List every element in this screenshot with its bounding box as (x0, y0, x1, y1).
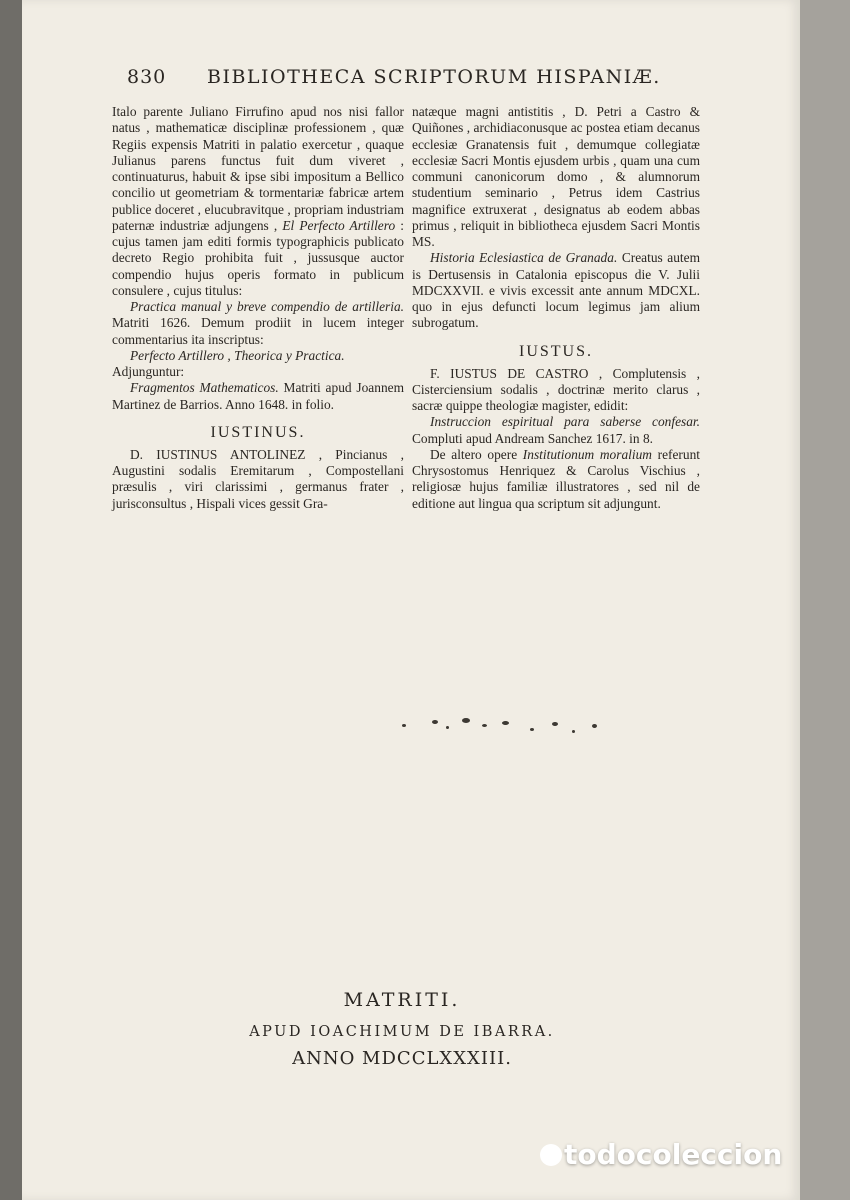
paragraph-historia (412, 250, 700, 331)
paragraph-instruccion (412, 414, 700, 447)
text-run: Compluti apud Andream Sanchez 1617. in 8. (412, 430, 653, 446)
paragraph-firrufino (112, 104, 404, 299)
work-title: Instruccion espiritual para saberse confesar. (430, 414, 700, 430)
book-page (22, 0, 800, 1200)
text-run: Adjunguntur: (112, 364, 185, 379)
text-run: Matriti 1626. Demum prodiit in lucem integer commentarius ita inscriptus: (112, 315, 404, 347)
work-title: El Perfecto Artillero (282, 217, 396, 233)
paragraph-antolinez: D. IUSTINUS ANTOLINEZ , Pincianus , Augustini sodalis Eremitarum , Compostellani præsulis , viri clarissimi , germanus frater , jurisconsultus , Hispali vices gessit Gra- (112, 446, 404, 511)
page-number: 830 (127, 66, 167, 88)
paragraph-granatae: natæque magni antistitis , D. Petri a Castro & Quiñones , archidiaconusque ac postea etiam decanus ecclesiæ Granatensis fuit , demumque collegiatæ ecclesiæ Sacri Montis ejusdem urbis , quam una cum communi canonicorum domo , & alumnorum studentium seminario , Petrus idem Castrius magnifice extruxerat , designatus ab eodem abbas primus , reliquit in bibliotheca ejusdem Sacri Montis MS. (412, 104, 700, 249)
ink-smudges (402, 712, 622, 742)
work-title: Practica manual y breve compendio de artilleria. (130, 299, 404, 314)
imprint-year: ANNO MDCCLXXXIII. (292, 1048, 512, 1069)
text-run: : cujus tamen jam editi formis typographicis publicato decreto Regio prohibita fuit , jussusque auctor compendio hujus operis formato in publicum consulere , cujus titulus: (112, 217, 404, 298)
watermark-icon (540, 1144, 562, 1166)
background-left (0, 0, 22, 1200)
text-run: De altero opere (430, 446, 523, 462)
paragraph-altero (412, 447, 700, 512)
text-run: referunt Chrysostomus Henriquez & Carolus Vischius , religiosæ hujus familiæ illustratores , sed nil de editione aut lingua qua scriptum sit adjungunt. (412, 446, 700, 511)
running-title: BIBLIOTHECA SCRIPTORUM HISPANIÆ. (207, 66, 661, 88)
right-column (412, 104, 700, 512)
text-run: Matriti apud Joannem Martinez de Barrios. Anno 1648. in folio. (112, 380, 404, 412)
imprint-city: MATRITI. (343, 989, 461, 1011)
heading-iustinus: IUSTINUS. (210, 423, 306, 441)
work-title: Perfecto Artillero , Theorica y Practica. (130, 347, 345, 363)
paragraph-perfecto (112, 348, 404, 381)
page-header (122, 66, 661, 94)
left-column (112, 104, 404, 512)
watermark-text: todocoleccion (564, 1138, 783, 1171)
work-title: Fragmentos Mathematicos. (130, 380, 279, 396)
imprint-printer: APUD IOACHIMUM DE IBARRA. (249, 1024, 555, 1040)
paragraph-practica (112, 299, 404, 348)
background-right (800, 0, 850, 1200)
imprint (152, 988, 652, 1070)
heading-iustus: IUSTUS. (518, 342, 593, 360)
text-run: Creatus autem is Dertusensis in Catalonia episcopus die V. Julii MDCXXVII. e vivis excessit ante annum MDCXL. quo in ejus defuncti locum legimus jam alium subrogatum. (412, 250, 700, 331)
paragraph-castro: F. IUSTUS DE CASTRO , Complutensis , Cisterciensium sodalis , doctrinæ merito clarus , sacræ quippe theologiæ magister, edidit: (412, 365, 700, 413)
paragraph-fragmentos (112, 380, 404, 413)
work-title: Institutionum moralium (522, 446, 652, 462)
watermark-logo (540, 1138, 840, 1178)
text-run: Italo parente Juliano Firrufino apud nos nisi fallor natus , mathematicæ disciplinæ professionem , quæ Regiis expensis Matriti in palatio exercetur , quaque Julianus parens functus fuit dum viveret , continuaturus, habuit & ipse sibi impositum a Bellico concilio ut geometriam & tormentariæ fabricæ artem publice doceret , elucubravitque , propriam industriam paternæ industriæ adjungens , (112, 104, 404, 233)
work-title: Historia Eclesiastica de Granada. (430, 250, 618, 266)
